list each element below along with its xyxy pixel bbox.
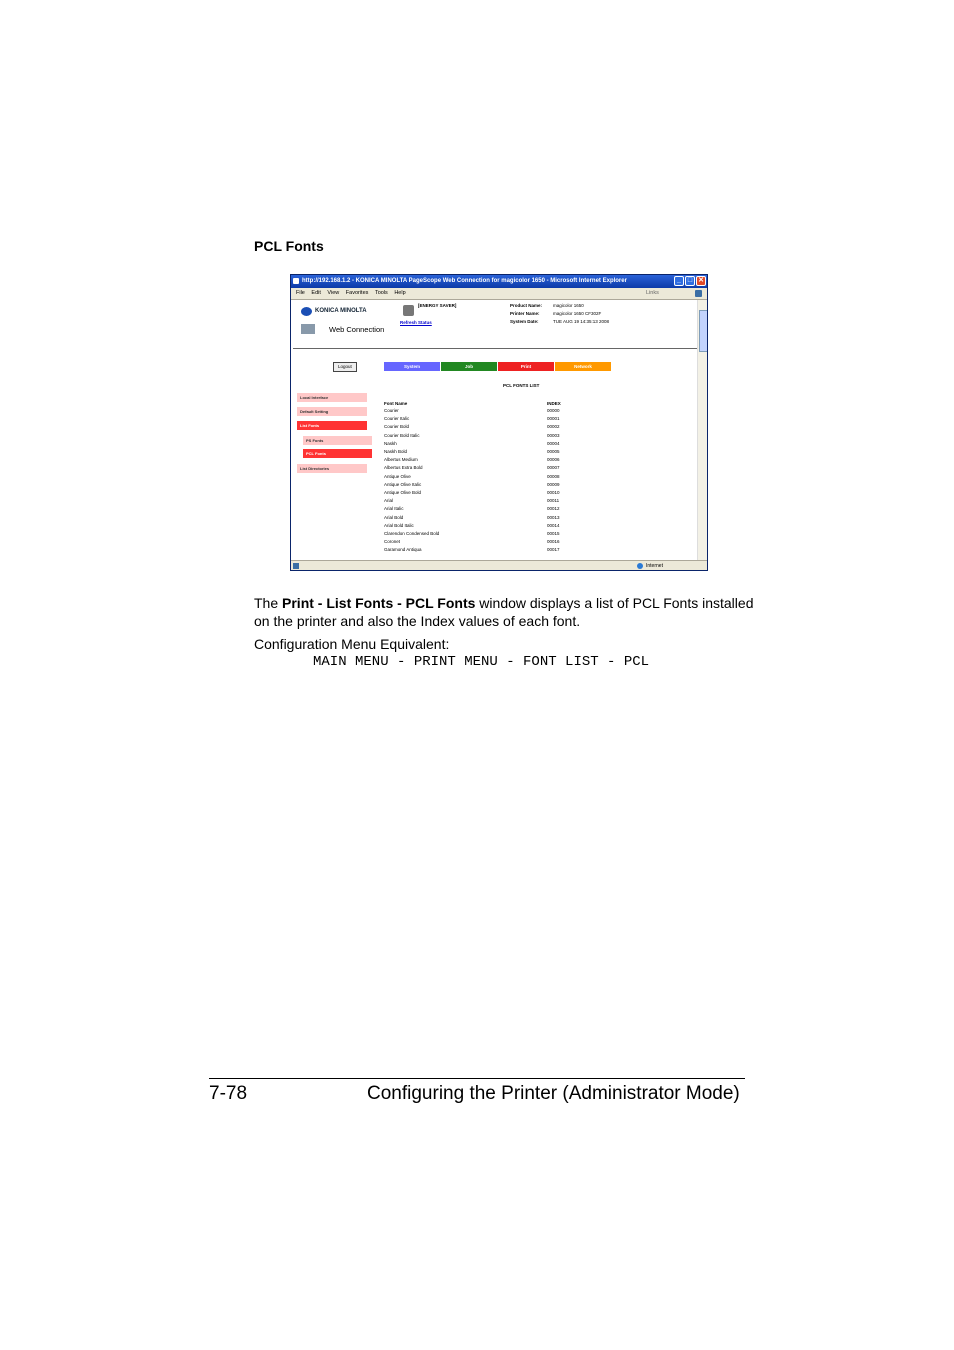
tab-system[interactable]: System: [384, 362, 440, 371]
ie-icon: [293, 278, 299, 284]
font-index: 00006: [547, 457, 560, 463]
font-name: Antique Olive: [384, 473, 411, 479]
tab-job[interactable]: Job: [441, 362, 497, 371]
printer-name-label: Printer Name:: [510, 311, 540, 316]
title-bar: [291, 275, 707, 288]
product-name: magicolor 1650: [553, 303, 584, 308]
globe-icon: [637, 563, 643, 569]
footer-rule: [209, 1078, 745, 1079]
printer-name: magicolor 1650 CF302F: [553, 311, 602, 316]
font-name: Arial Italic: [384, 506, 404, 512]
font-index: 00008: [547, 473, 560, 479]
font-index: 00003: [547, 432, 560, 438]
vertical-scrollbar[interactable]: [697, 300, 708, 560]
font-name: Arial: [384, 498, 394, 504]
font-name: Courier Italic: [384, 416, 410, 422]
nav-ps-fonts[interactable]: PS Fonts: [303, 436, 372, 445]
minimize-icon[interactable]: _: [674, 276, 684, 286]
font-name: Courier: [384, 408, 399, 413]
header-divider: [293, 348, 699, 349]
product-name-label: Product Name:: [510, 303, 543, 308]
window-title: http://192.168.1.2 - KONICA MINOLTA PageScope Web Connection for magicolor 1650 - Microsoft Internet Explorer: [302, 278, 627, 284]
font-index: 00002: [547, 424, 560, 430]
font-name: Naskh Bold: [384, 449, 408, 454]
nav-local-interface[interactable]: Local Interface: [297, 393, 367, 402]
para-bold-path: Print - List Fonts - PCL Fonts: [282, 595, 476, 611]
menu-bar: [291, 288, 707, 300]
config-menu-label: Configuration Menu Equivalent:: [254, 636, 450, 652]
tab-network[interactable]: Network: [555, 362, 611, 371]
font-index: 00015: [547, 531, 560, 536]
font-index: 00000: [547, 408, 560, 413]
col-index: INDEX: [547, 401, 561, 406]
font-name: Antique Olive Bold: [384, 490, 422, 495]
menu-tools[interactable]: Tools: [374, 290, 388, 296]
menu-file[interactable]: File: [296, 290, 305, 296]
menu-edit[interactable]: Edit: [311, 290, 321, 296]
page-number: 7-78: [209, 1083, 248, 1104]
links-button[interactable]: Links: [646, 290, 659, 296]
browser-window: [290, 274, 708, 571]
status-zone: Internet: [646, 563, 663, 569]
font-index: 00011: [547, 498, 560, 504]
col-font-name: Font Name: [384, 401, 408, 406]
font-index: 00010: [547, 490, 560, 495]
nav-pcl-fonts[interactable]: PCL Fonts: [303, 449, 372, 458]
nav-list-fonts[interactable]: List Fonts: [297, 421, 367, 430]
font-name: Arial Bold Italic: [384, 522, 414, 528]
para-text: The: [254, 595, 283, 611]
close-icon[interactable]: ✕: [696, 276, 706, 286]
font-index: 00012: [547, 506, 560, 512]
tab-print[interactable]: Print: [498, 362, 554, 371]
font-index: 00001: [547, 416, 560, 422]
font-index: 00017: [547, 547, 560, 553]
font-index: 00009: [547, 481, 560, 487]
font-name: Coronet: [384, 539, 401, 545]
font-index: 00004: [547, 440, 560, 446]
font-name: Courier Bold Italic: [384, 432, 420, 438]
status-bar: [291, 560, 707, 571]
system-date-label: System Date:: [510, 319, 539, 324]
config-menu-path: MAIN MENU - PRINT MENU - FONT LIST - PCL: [313, 654, 650, 670]
nav-default-setting[interactable]: Default Setting: [297, 407, 367, 416]
font-name: Garamond Antiqua: [384, 547, 422, 553]
web-connection-label: Web Connection: [329, 325, 385, 334]
menu-help[interactable]: Help: [394, 290, 406, 296]
scrollbar-thumb[interactable]: [699, 310, 708, 352]
brand-name: KONICA MINOLTA: [315, 308, 367, 314]
font-name: Albertus Medium: [384, 457, 418, 463]
energy-saver-status: [ENERGY SAVER]: [418, 303, 457, 308]
printer-icon: [403, 305, 414, 316]
system-date: TUE AUG 19 14:35:13 2008: [553, 319, 610, 324]
font-index: 00007: [547, 465, 560, 471]
list-title: PCL FONTS LIST: [503, 383, 540, 388]
page-icon: [293, 563, 299, 569]
section-title: PCL Fonts: [254, 238, 324, 254]
font-name: Clarendon Condensed Bold: [384, 531, 440, 536]
chapter-title: Configuring the Printer (Administrator Mode): [367, 1083, 740, 1104]
font-index: 00016: [547, 539, 560, 545]
font-name: Arial Bold: [384, 514, 404, 520]
menu-favorites[interactable]: Favorites: [345, 290, 369, 296]
font-index: 00014: [547, 522, 560, 528]
konica-logo-icon: [301, 307, 312, 316]
font-name: Naskh: [384, 440, 397, 446]
pagescope-icon: [301, 324, 315, 334]
font-index: 00013: [547, 514, 560, 520]
refresh-status-link[interactable]: Refresh Status: [400, 320, 432, 325]
font-name: Antique Olive Italic: [384, 481, 422, 487]
font-name: Courier Bold: [384, 424, 410, 430]
description-paragraph: [254, 594, 754, 630]
menu-view[interactable]: View: [327, 290, 340, 296]
font-name: Albertus Extra Bold: [384, 465, 423, 471]
para-text-end: window displays a list of PCL Fonts installed on the printer and also the Index values of each font.: [254, 595, 754, 629]
maximize-icon[interactable]: □: [685, 276, 695, 286]
logout-button[interactable]: Logout: [333, 362, 357, 372]
font-index: 00005: [547, 449, 560, 454]
windows-logo-icon: [695, 290, 702, 297]
page-content: [291, 300, 697, 560]
nav-list-directories[interactable]: List Directories: [297, 464, 367, 473]
